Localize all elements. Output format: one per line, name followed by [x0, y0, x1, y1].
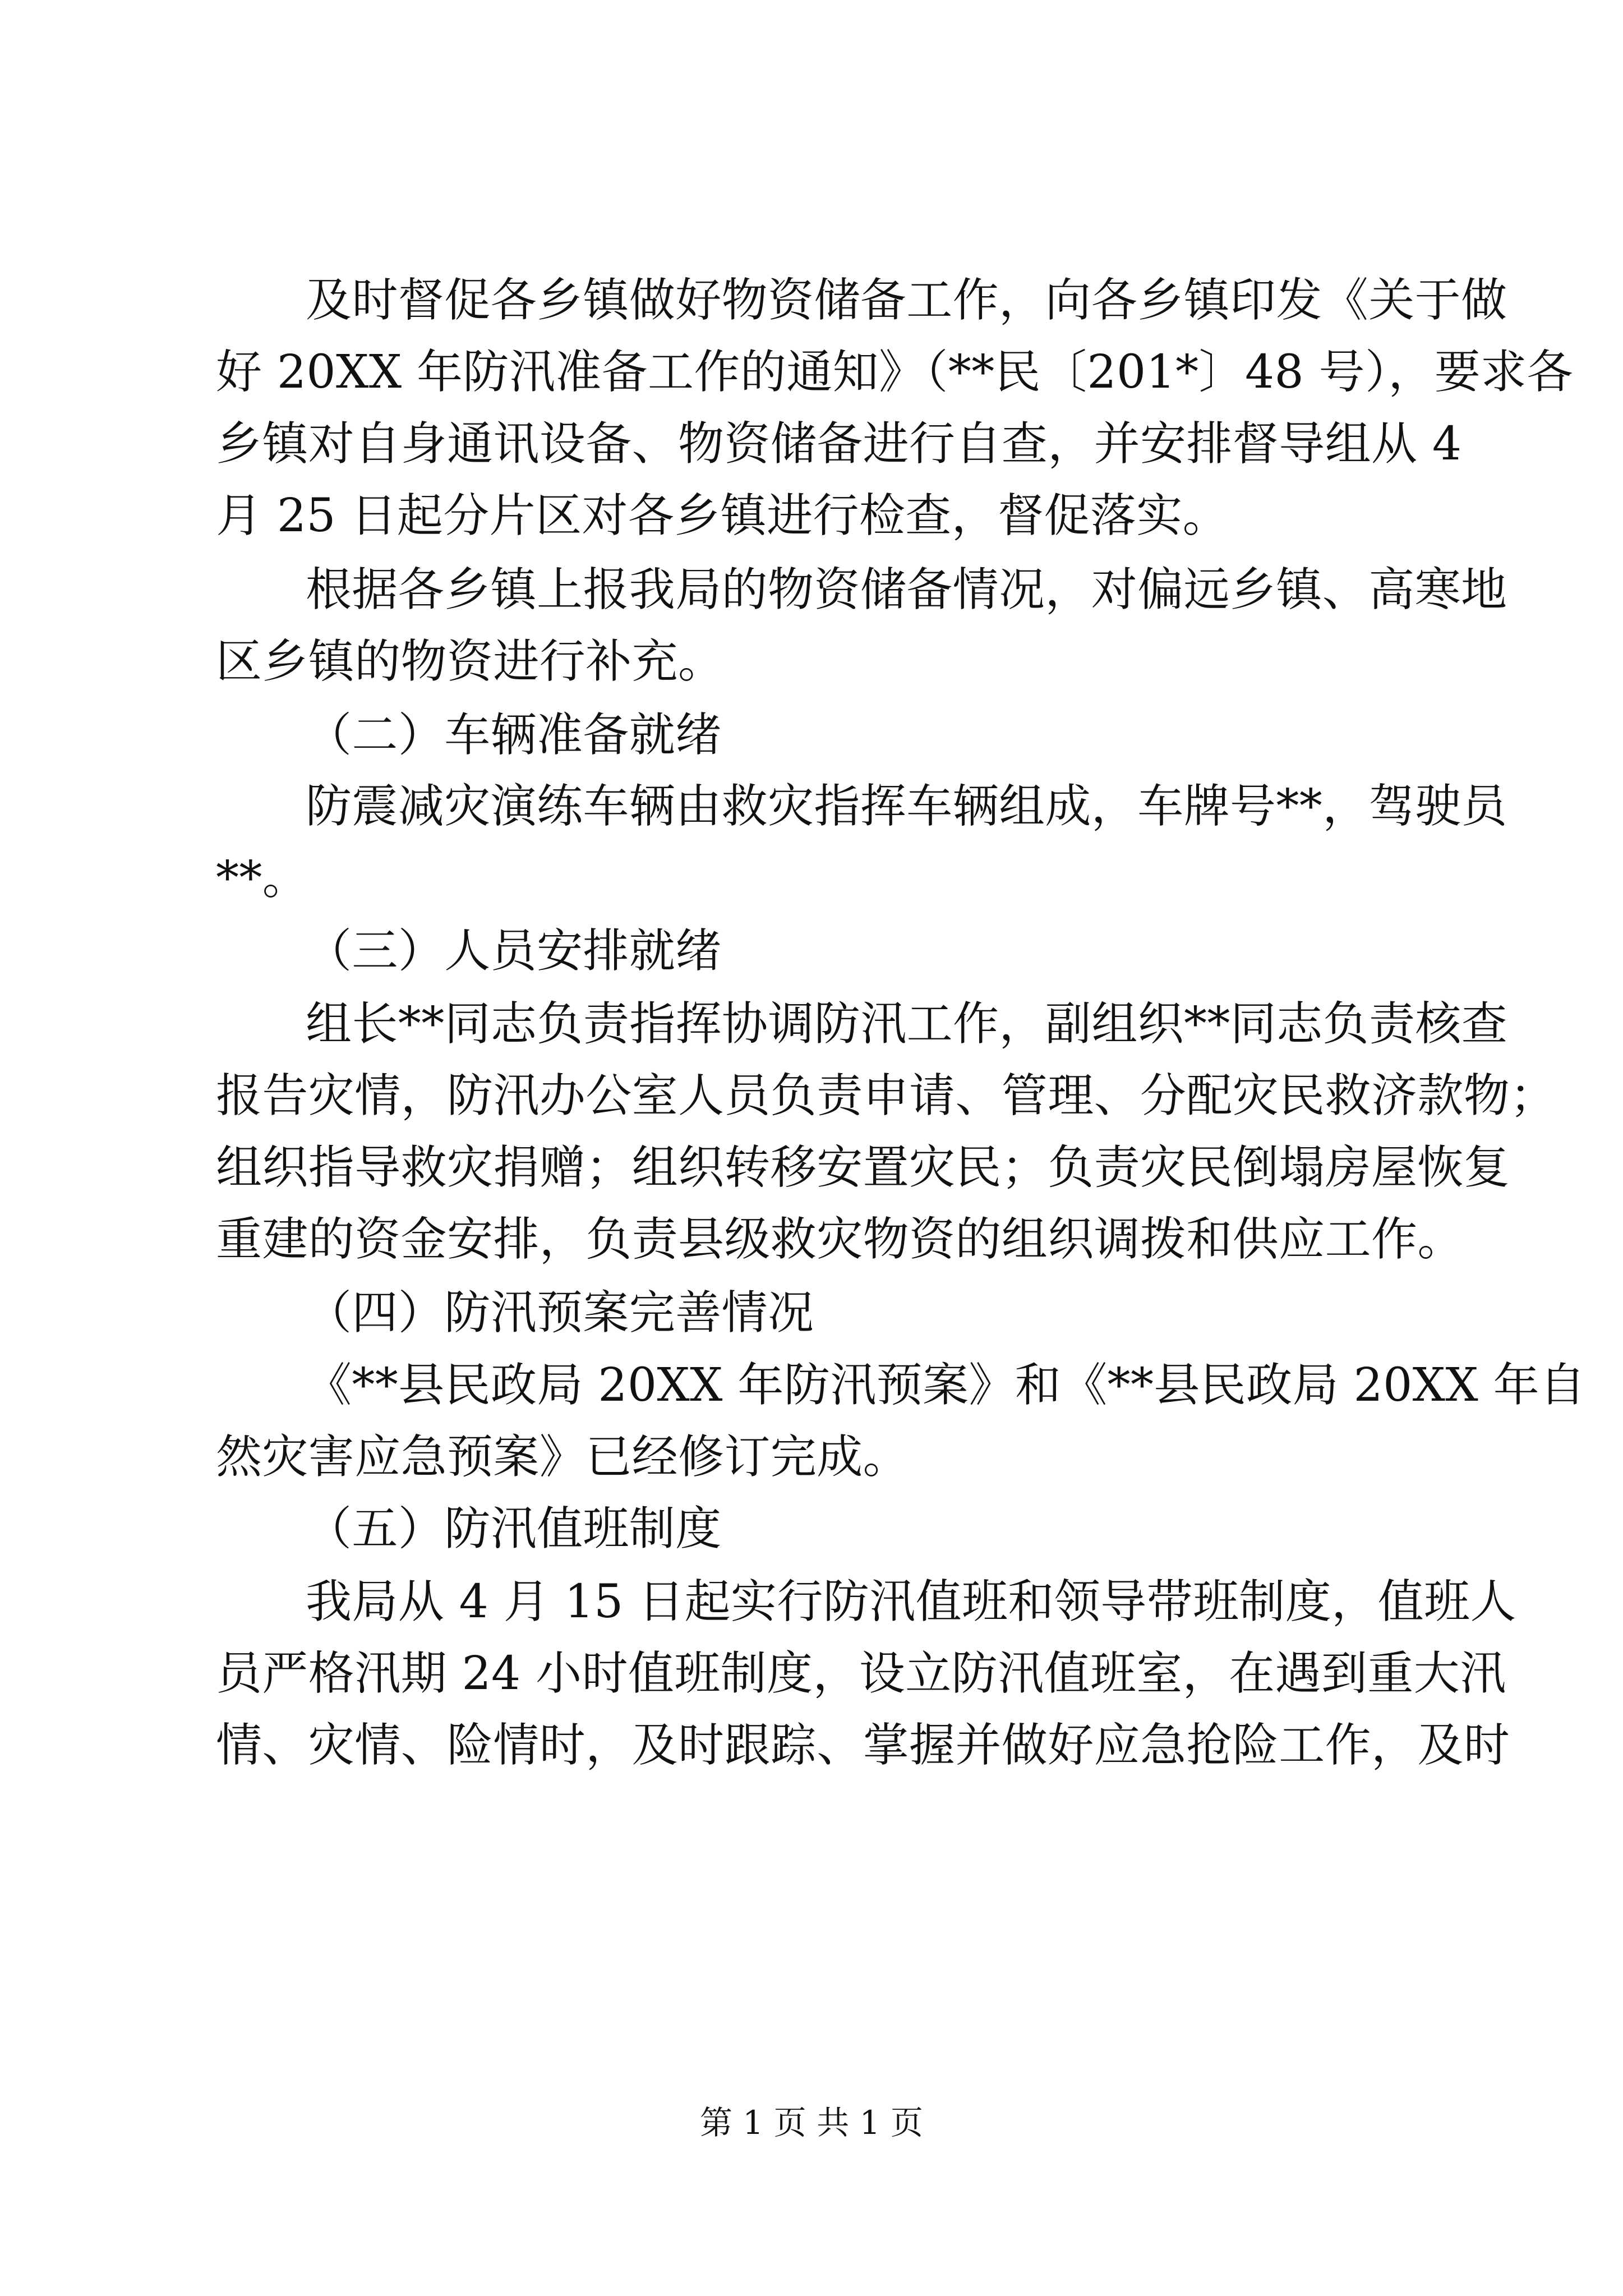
paragraph-line: 员严格汛期 24 小时值班制度，设立防汛值班室，在遇到重大汛 — [216, 1647, 1506, 1700]
section-heading: （三）人员安排就绪 — [306, 924, 722, 978]
paragraph-line: 情、灾情、险情时，及时跟踪、掌握并做好应急抢险工作，及时 — [216, 1719, 1510, 1772]
paragraph-line: 重建的资金安排，负责县级救灾物资的组织调拨和供应工作。 — [216, 1213, 1464, 1266]
paragraph-line: 我局从 4 月 15 日起实行防汛值班和领导带班制度，值班人 — [306, 1575, 1516, 1628]
paragraph-line: 月 25 日起分片区对各乡镇进行检查，督促落实。 — [216, 489, 1229, 542]
paragraph-line: 组长**同志负责指挥协调防汛工作，副组织**同志负责核查 — [306, 997, 1508, 1051]
section-heading: （二）车辆准备就绪 — [306, 708, 722, 762]
paragraph-line: 区乡镇的物资进行补充。 — [216, 635, 725, 688]
paragraph-line: 报告灾情，防汛办公室人员负责申请、管理、分配灾民救济款物； — [216, 1069, 1556, 1122]
section-heading: （四）防汛预案完善情况 — [306, 1286, 814, 1340]
paragraph-line: 防震减灾演练车辆由救灾指挥车辆组成，车牌号**，驾驶员 — [306, 780, 1507, 833]
paragraph-line: 乡镇对自身通讯设备、物资储备进行自查，并安排督导组从 4 — [216, 417, 1462, 471]
paragraph-line: 根据各乡镇上报我局的物资储备情况，对偏远乡镇、高寒地 — [306, 563, 1507, 616]
section-heading: （五）防汛值班制度 — [306, 1502, 722, 1556]
paragraph-line: 《**县民政局 20XX 年防汛预案》和《**县民政局 20XX 年自 — [306, 1359, 1586, 1412]
paragraph-line: 组织指导救灾捐赠；组织转移安置灾民；负责灾民倒塌房屋恢复 — [216, 1141, 1510, 1194]
paragraph-line: **。 — [216, 852, 309, 905]
paragraph-line: 好 20XX 年防汛准备工作的通知》（**民〔201*〕48 号），要求各 — [216, 346, 1573, 399]
page-number-footer: 第 1 页 共 1 页 — [700, 2104, 923, 2142]
paragraph-line: 然灾害应急预案》已经修订完成。 — [216, 1430, 910, 1484]
paragraph-line: 及时督促各乡镇做好物资储备工作，向各乡镇印发《关于做 — [306, 274, 1507, 327]
